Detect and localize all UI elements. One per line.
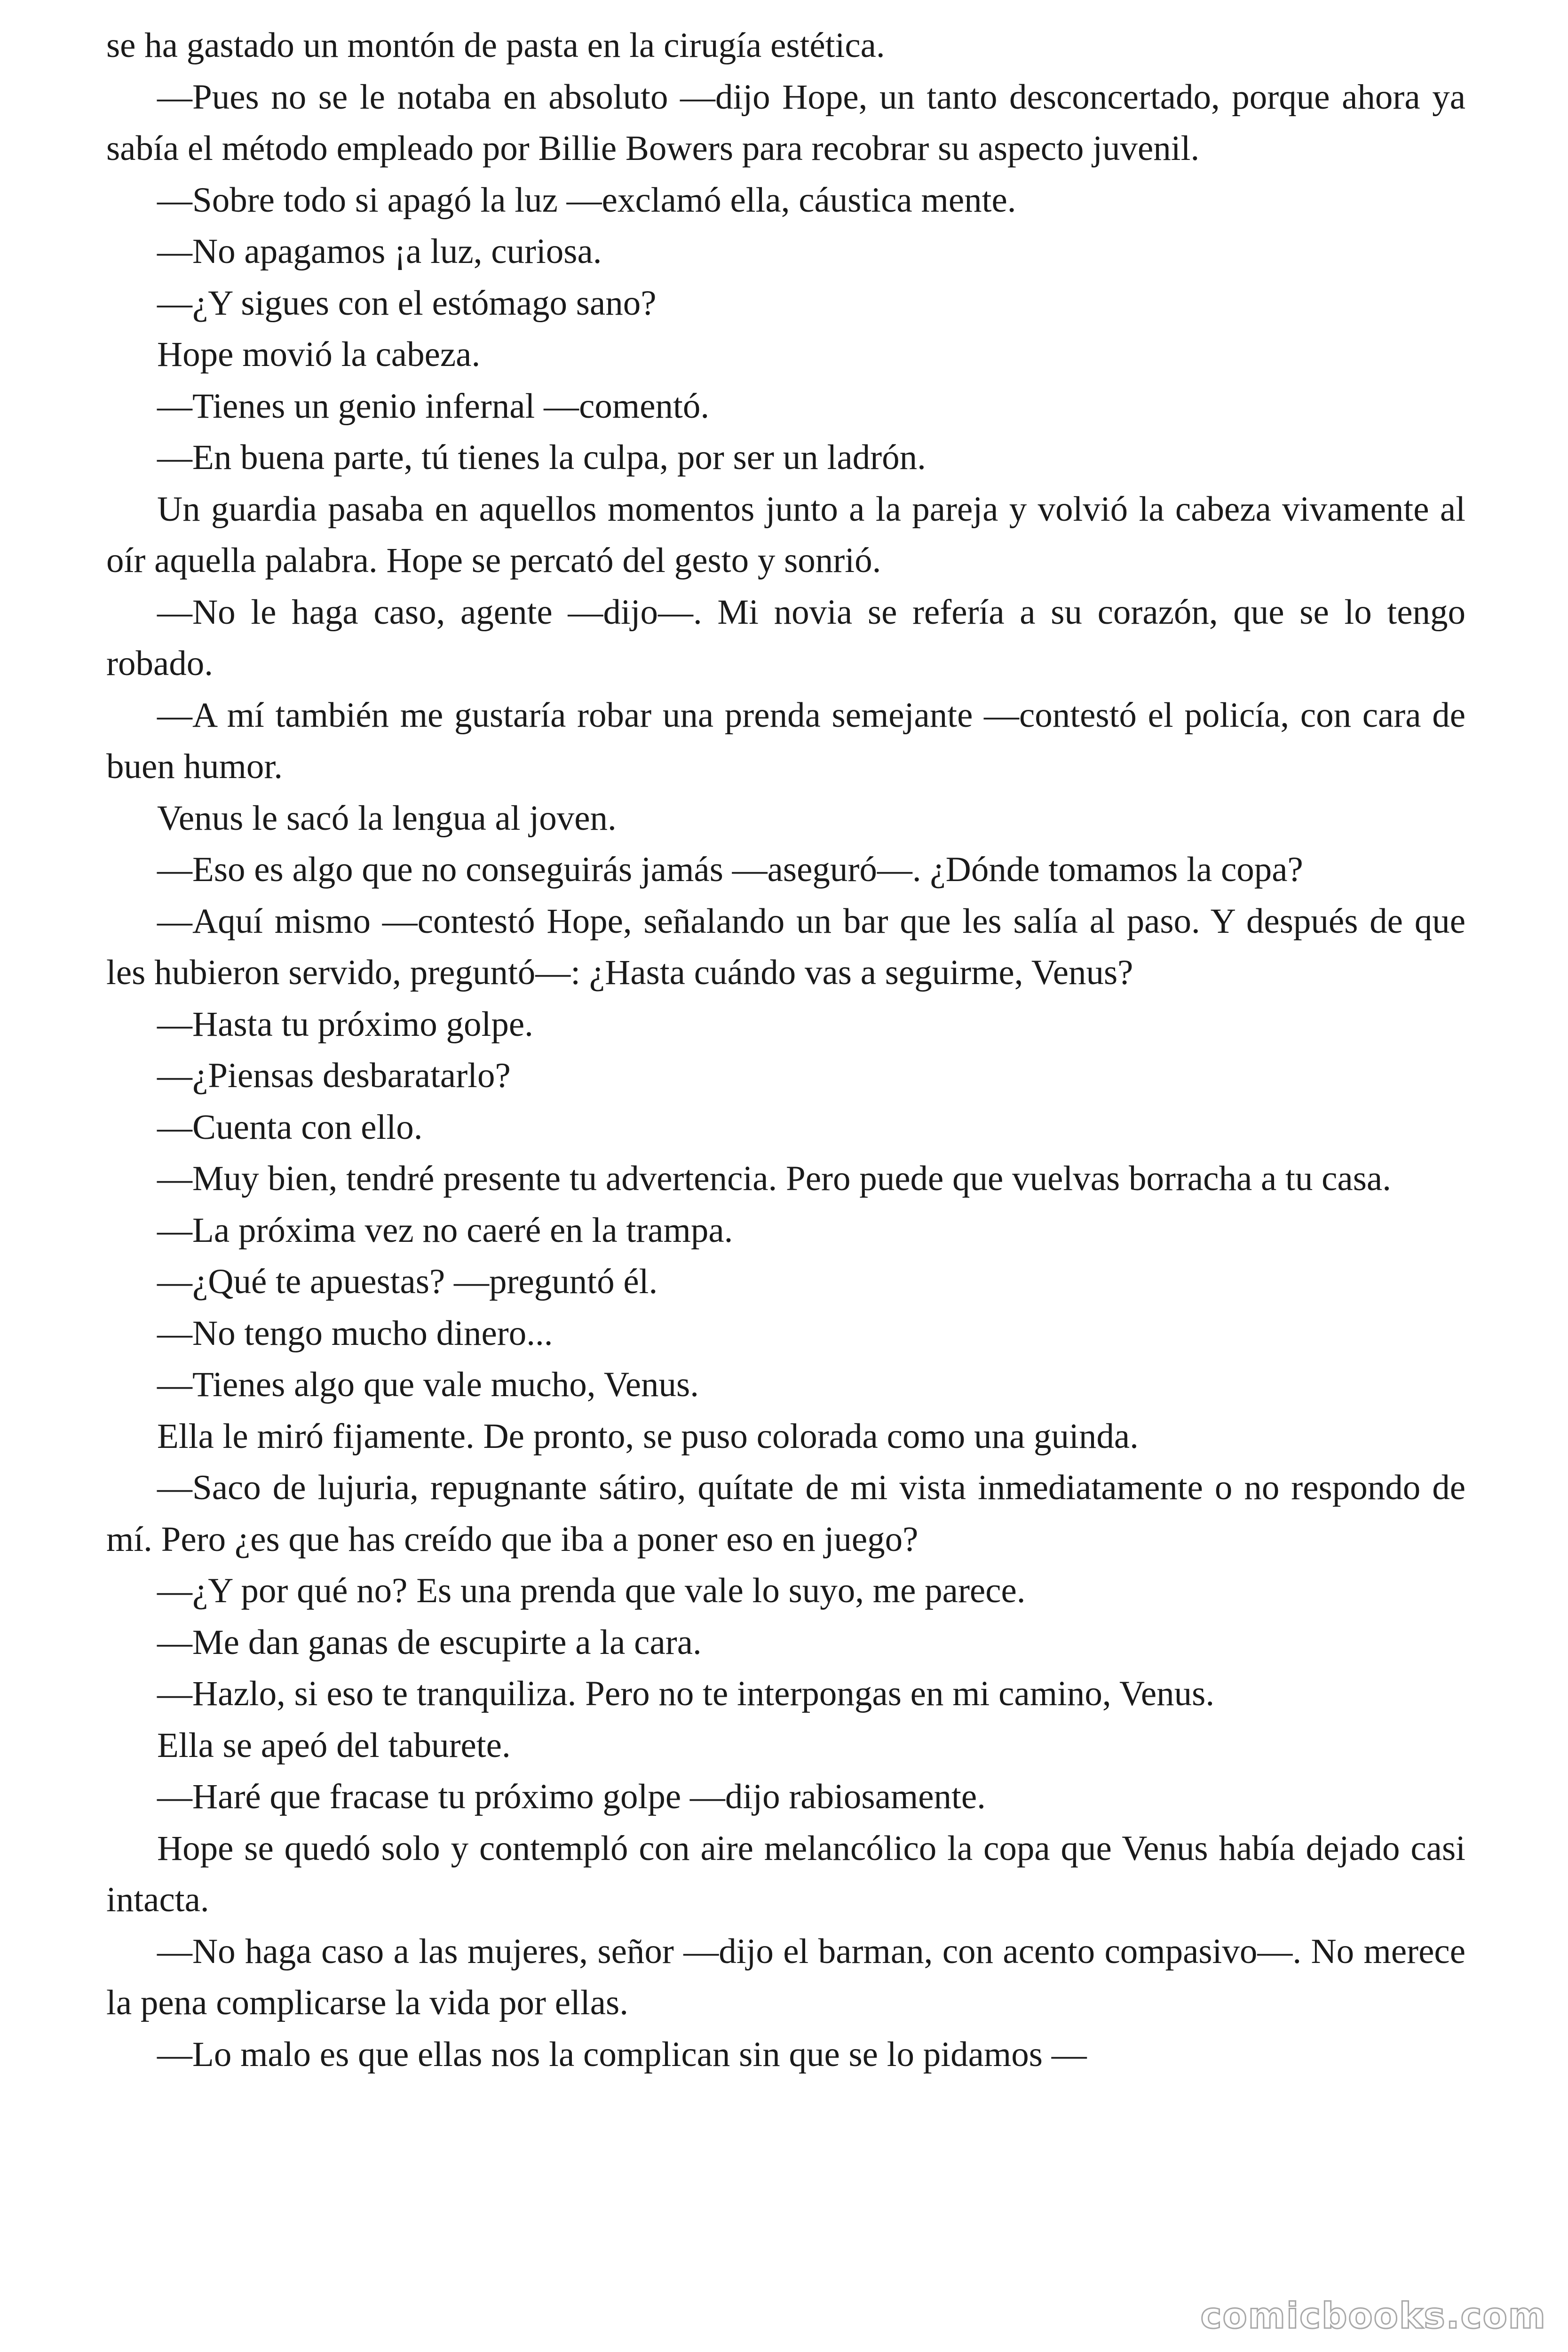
paragraph-10: —No le haga caso, agente —dijo—. Mi novia se refería a su corazón, que se lo tengo robado.	[106, 592, 1465, 683]
paragraph-4: —No apagamos ¡a luz, curiosa.	[157, 232, 602, 271]
paragraph-21: —No tengo mucho dinero...	[157, 1313, 553, 1353]
paragraph-9: Un guardia pasaba en aquellos momentos junto a la pareja y volvió la cabeza vivamente al oír aquella palabra. Hope se percató del gesto y sonrió.	[106, 489, 1465, 580]
paragraph-3: —Sobre todo si apagó la luz —exclamó ella, cáustica mente.	[157, 180, 1016, 220]
paragraph-7: —Tienes un genio infernal —comentó.	[157, 386, 710, 426]
paragraph-19: —La próxima vez no caeré en la trampa.	[157, 1210, 733, 1250]
paragraph-12: Venus le sacó la lengua al joven.	[157, 798, 617, 838]
paragraph-18: —Muy bien, tendré presente tu advertencia. Pero puede que vuelvas borracha a tu casa.	[157, 1159, 1391, 1198]
page-text	[106, 20, 1465, 2080]
paragraph-16: —¿Piensas desbaratarlo?	[157, 1056, 511, 1095]
paragraph-22: —Tienes algo que vale mucho, Venus.	[157, 1365, 699, 1404]
watermark: comicbooks.com	[1200, 2295, 1546, 2336]
paragraph-5: —¿Y sigues con el estómago sano?	[157, 283, 657, 323]
paragraph-2: —Pues no se le notaba en absoluto —dijo Hope, un tanto desconcertado, porque ahora ya sabía el método empleado por Billie Bowers para recobrar su aspecto juvenil.	[106, 77, 1465, 168]
paragraph-20: —¿Qué te apuestas? —preguntó él.	[157, 1262, 658, 1301]
paragraph-6: Hope movió la cabeza.	[157, 335, 481, 374]
paragraph-31: —No haga caso a las mujeres, señor —dijo el barman, con acento compasivo—. No merece la pena complicarse la vida por ellas.	[106, 1931, 1465, 2022]
paragraph-8: —En buena parte, tú tienes la culpa, por ser un ladrón.	[157, 438, 926, 477]
paragraph-27: —Hazlo, si eso te tranquiliza. Pero no te interpongas en mi camino, Venus.	[157, 1674, 1215, 1713]
paragraph-23: Ella le miró fijamente. De pronto, se puso colorada como una guinda.	[157, 1416, 1139, 1456]
paragraph-11: —A mí también me gustaría robar una prenda semejante —contestó el policía, con cara de buen humor.	[106, 695, 1465, 786]
paragraph-17: —Cuenta con ello.	[157, 1107, 423, 1147]
paragraph-15: —Hasta tu próximo golpe.	[157, 1004, 533, 1044]
paragraph-30: Hope se quedó solo y contempló con aire melancólico la copa que Venus había dejado casi intacta.	[106, 1828, 1465, 1919]
paragraph-29: —Haré que fracase tu próximo golpe —dijo rabiosamente.	[157, 1777, 986, 1816]
paragraph-32: —Lo malo es que ellas nos la complican sin que se lo pidamos —	[157, 2034, 1087, 2074]
paragraph-13: —Eso es algo que no conseguirás jamás —aseguró—. ¿Dónde tomamos la copa?	[157, 850, 1303, 889]
paragraph-25: —¿Y por qué no? Es una prenda que vale lo suyo, me parece.	[157, 1571, 1026, 1610]
paragraph-26: —Me dan ganas de escupirte a la cara.	[157, 1622, 702, 1662]
paragraph-24: —Saco de lujuria, repugnante sátiro, quítate de mi vista inmediatamente o no respondo de mí. Pero ¿es que has creído que iba a poner eso en juego?	[106, 1468, 1465, 1559]
paragraph-14: —Aquí mismo —contestó Hope, señalando un bar que les salía al paso. Y después de que les hubieron servido, preguntó—: ¿Hasta cuándo vas a seguirme, Venus?	[106, 901, 1465, 992]
paragraph-28: Ella se apeó del taburete.	[157, 1725, 511, 1765]
paragraph-1: se ha gastado un montón de pasta en la cirugía estética.	[106, 26, 885, 65]
